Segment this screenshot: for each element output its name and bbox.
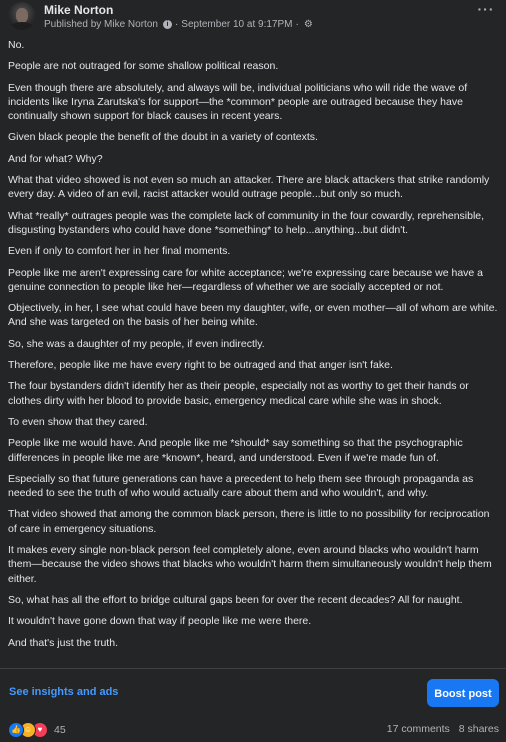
post-header: [0, 0, 506, 36]
meta-separator: ·: [174, 19, 179, 30]
post-paragraph: Especially so that future generations can have a precedent to help them see through propaganda as needed to see the truth of who would actually care about them and who wouldn't, and why.: [8, 472, 474, 500]
post-paragraph: It makes every single non-black person feel completely alone, even around blacks who wouldn't harm them—because the video shows that blacks who wouldn't harm them simultaneously wouldn't help them either.: [8, 544, 492, 585]
post-paragraph: Even if only to comfort her in her final moments.: [8, 245, 231, 258]
reaction-summary[interactable]: [8, 722, 66, 738]
post-paragraph: Therefore, people like me have every right to be outraged and that anger isn't fake.: [8, 359, 393, 372]
divider: [0, 668, 506, 669]
care-icon: ☺: [20, 722, 36, 738]
post-paragraph: Objectively, in her, I see what could have been my daughter, wife, or even mother—all of whom are white. And she was targeted on the basis of her being white.: [8, 302, 498, 329]
more-options-button[interactable]: [476, 1, 496, 22]
avatar[interactable]: [8, 2, 36, 30]
post-footer: [0, 718, 506, 742]
author-name[interactable]: Mike Norton: [44, 3, 114, 17]
post-paragraph: People like me would have. And people like me *should* say something so that the psychographic differences in people like me are *known*, heard, and understood. Even if we're made fun of.: [8, 437, 463, 464]
post-paragraph: And that's just the truth.: [8, 636, 118, 649]
more-horizontal-icon: ···: [477, 1, 495, 17]
comments-count[interactable]: 17 comments: [386, 723, 450, 735]
shares-count[interactable]: 8 shares: [458, 723, 499, 735]
like-icon: 👍: [8, 722, 24, 738]
post-paragraph: What that video showed is not even so much an attacker. There are black attackers that strike randomly every day. A video of an evil, racist attacker would outrage people...but only so much.: [8, 174, 490, 201]
post-paragraph: To even show that they cared.: [8, 415, 148, 428]
post-paragraph: So, what has all the effort to bridge cultural gaps been for over the recent decades? All for naught.: [8, 593, 463, 606]
post-paragraph: That video showed that among the common black person, there is little to no possibility for reciprocation of care in emergency situations.: [8, 508, 490, 535]
post-paragraph: What *really* outrages people was the complete lack of community in the four cowardly, reprehensible, disgusting bystanders who could have done *something* to help...anything...but didn't.: [8, 209, 485, 236]
gear-icon[interactable]: ⚙: [303, 19, 313, 30]
love-icon: ♥: [32, 722, 48, 738]
avatar-shoulders: [10, 22, 34, 30]
see-insights-link[interactable]: See insights and ads: [9, 686, 119, 698]
post-paragraph: So, she was a daughter of my people, if even indirectly.: [8, 337, 265, 350]
post-paragraph: No.: [8, 39, 25, 51]
info-icon[interactable]: i: [163, 20, 172, 29]
post-paragraph: Given black people the benefit of the doubt in a variety of contexts.: [8, 131, 318, 144]
avatar-face: [16, 8, 28, 23]
published-by-label: Published by Mike Norton: [44, 19, 158, 30]
post-meta: [44, 19, 313, 30]
post-paragraph: And for what? Why?: [8, 152, 103, 165]
meta-separator: ·: [295, 19, 299, 30]
reaction-count[interactable]: 45: [54, 724, 66, 736]
post-body: [8, 38, 500, 657]
engagement-counts: [381, 723, 499, 735]
boost-post-button[interactable]: Boost post: [427, 679, 499, 707]
post-paragraph: Even though there are absolutely, and always will be, individual politicians who will ride the wave of incidents like Iryna Zarutska's for support—the *common* people are outraged because they have continually shown support for black causes in recent years.: [8, 81, 468, 123]
post-paragraph: People like me aren't expressing care for white acceptance; we're expressing care because we have a genuine connection to people like her—regardless of whether we are socially accepted or not.: [8, 266, 484, 293]
post-paragraph: People are not outraged for some shallow political reason.: [8, 60, 279, 73]
post-paragraph: It wouldn't have gone down that way if people like me were there.: [8, 615, 312, 628]
post-timestamp[interactable]: September 10 at 9:17PM: [181, 19, 293, 30]
post-paragraph: The four bystanders didn't identify her as their people, especially not as worthy to get their hands or clothes dirty with her blood to provide basic, emergency medical care while she was in shock.: [8, 380, 469, 407]
